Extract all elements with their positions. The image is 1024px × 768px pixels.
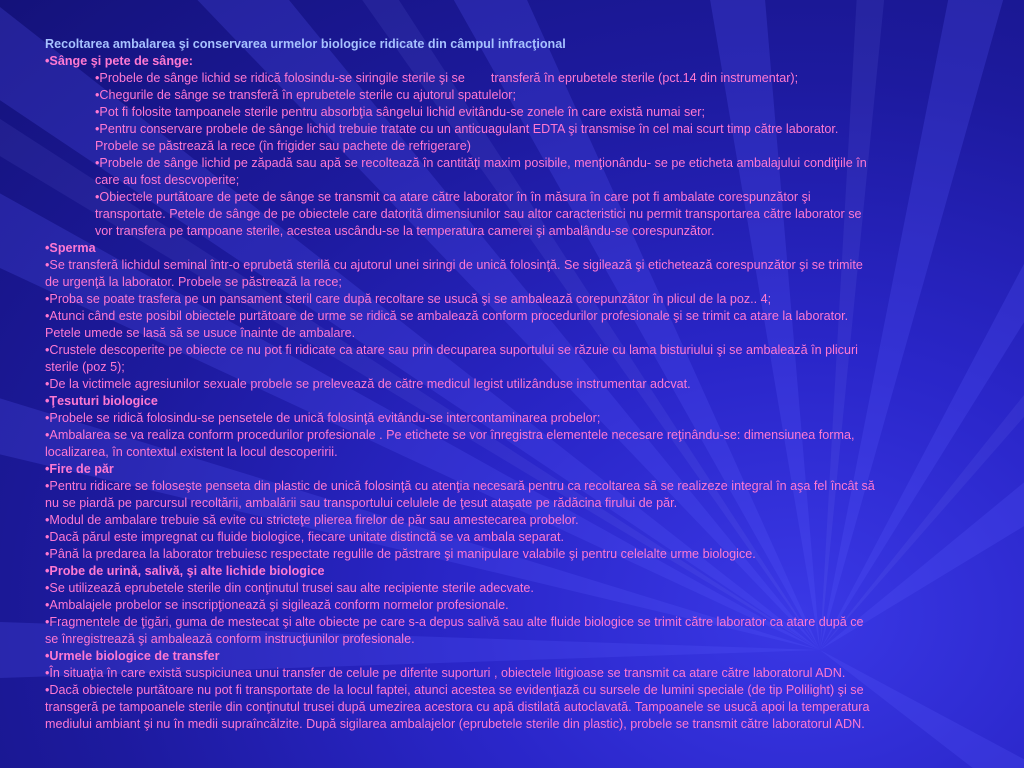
slide-title: Recoltarea ambalarea şi conservarea urmelor biologice ridicate din câmpul infracţional	[45, 37, 566, 51]
heading-par: • Fire de păr	[45, 461, 985, 478]
bullet-transfer-1: • În situaţia în care există suspiciunea unui transfer de celule pe diferite suporturi , obiectele litigioase se transmit ca atare către laboratorul ADN.	[45, 665, 985, 682]
bullet-sange-6-cont2: vor transfera pe tampoane sterile, acestea uscându-se la temperatura camerei şi ambalându-se corespunzător.	[95, 224, 715, 238]
bullet-sperma-2: • Proba se poate trasfera pe un pansament steril care după recoltare se usucă şi se ambalează corepunzător în plicul de la poz.. 4;	[45, 291, 985, 308]
heading-transfer: • Urmele biologice de transfer	[45, 648, 985, 665]
bullet-urina-1: • Se utilizează eprubetele sterile din conţinutul trusei sau alte recipiente sterile adecvate.	[45, 580, 985, 597]
bullet-sperma-1-cont: de urgenţă la laborator. Probele se păstrează la rece;	[45, 275, 342, 289]
bullet-par-1-cont: nu se piardă pe parcursul recoltării, ambalării sau transportului celulele de ţesut ataşate pe rădăcina firului de păr.	[45, 496, 678, 510]
bullet-tesuturi-1: • Probele se ridică folosindu-se pensetele de unică folosinţă evitându-se intercontaminarea probelor;	[45, 410, 985, 427]
bullet-transfer-2: • Dacă obiectele purtătoare nu pot fi transportate de la locul faptei, atunci acestea se evidenţiază cu sursele de lumini speciale (de tip Polilight) şi se	[45, 682, 985, 699]
bullet-sperma-3: • Atunci când este posibil obiectele purtătoare de urme se ridică se ambalează conform procedurilor profesionale şi se trimit ca atare la laborator.	[45, 308, 985, 325]
bullet-sange-6: • Obiectele purtătoare de pete de sânge se transmit ca atare către laborator în în măsura în care pot fi ambalate corespunzător şi	[45, 189, 985, 206]
bullet-sange-2: • Chegurile de sânge se transferă în eprubetele sterile cu ajutorul spatulelor;	[45, 87, 985, 104]
bullet-sperma-3-cont: Petele umede se lasă să se usuce înainte de ambalare.	[45, 326, 356, 340]
slide-content	[45, 36, 985, 733]
bullet-transfer-2-cont2: mediului ambiant şi nu în medii supraîncălzite. După sigilarea ambalajelor (eprubetele sterile din plastic), probele se transmit către laboratorul ADN.	[45, 717, 865, 731]
heading-sperma: • Sperma	[45, 240, 985, 257]
bullet-sange-5: • Probele de sânge lichid pe zăpadă sau apă se recoltează în cantităţi maxim posibile, menţionându- se pe eticheta ambalajului condiţiile în	[45, 155, 985, 172]
bullet-sange-4: • Pentru conservare probele de sânge lichid trebuie tratate cu un anticuagulant EDTA şi transmise în cel mai scurt timp către laborator.	[45, 121, 985, 138]
bullet-urina-3-cont: se înregistrează şi ambalează conform instrucţiunilor profesionale.	[45, 632, 415, 646]
bullet-sperma-1: • Se transferă lichidul seminal într-o eprubetă sterilă cu ajutorul unei siringi de unică folosinţă. Se sigilează şi etichetează corespunzător şi se trimite	[45, 257, 985, 274]
bullet-sperma-5: • De la victimele agresiunilor sexuale probele se prelevează de către medicul legist utilizânduse instrumentar adcvat.	[45, 376, 985, 393]
bullet-par-3: • Dacă părul este impregnat cu fluide biologice, fiecare unitate distinctă se va ambala separat.	[45, 529, 985, 546]
bullet-sange-5-cont: care au fost descvoperite;	[95, 173, 240, 187]
bullet-urina-3: • Fragmentele de ţigări, guma de mestecat şi alte obiecte pe care s-a depus salivă sau alte fluide biologice se trimit către laborator ca atare după ce	[45, 614, 985, 631]
bullet-sperma-4: • Crustele descoperite pe obiecte ce nu pot fi ridicate ca atare sau prin decuparea suportului se răzuie cu lama bisturiului şi se ambalează în plicuri	[45, 342, 985, 359]
bullet-sange-6-cont1: transportate. Petele de sânge de pe obiectele care datorită dimensiunilor sau altor caracteristici nu permit transportarea către laborator se	[95, 207, 862, 221]
bullet-par-1: • Pentru ridicare se foloseşte penseta din plastic de unică folosinţă cu atenţia necesară pentru ca recoltarea să se realizeze integral în aşa fel încât să	[45, 478, 985, 495]
heading-urina: • Probe de urină, salivă, şi alte lichide biologice	[45, 563, 985, 580]
heading-tesuturi: • Ţesuturi biologice	[45, 393, 985, 410]
heading-sange: • Sânge şi pete de sânge:	[45, 53, 985, 70]
bullet-urina-2: • Ambalajele probelor se inscripţionează şi sigilează conform normelor profesionale.	[45, 597, 985, 614]
bullet-sperma-4-cont: sterile (poz 5);	[45, 360, 125, 374]
bullet-sange-3: • Pot fi folosite tampoanele sterile pentru absorbţia sângelui lichid evitându-se zonele în care există numai ser;	[45, 104, 985, 121]
bullet-par-4: • Până la predarea la laborator trebuiesc respectate regulile de păstrare şi manipulare valabile şi pentru celelalte urme biologice.	[45, 546, 985, 563]
bullet-transfer-2-cont1: transgeră pe tampoanele sterile din conţinutul trusei după umezirea acestora cu apă distilată autoclavată. Tampoanele se usucă apoi la temperatura	[45, 700, 870, 714]
bullet-par-2: • Modul de ambalare trebuie să evite cu stricteţe plierea firelor de păr sau amestecarea probelor.	[45, 512, 985, 529]
bullet-sange-4-cont: Probele se păstrează la rece (în frigider sau pachete de refrigerare)	[95, 139, 471, 153]
bullet-tesuturi-2-cont: localizarea, în contextul existent la locul descoperirii.	[45, 445, 338, 459]
bullet-tesuturi-2: • Ambalarea se va realiza conform procedurilor profesionale . Pe etichete se vor înregistra elementele necesare reţinându-se: dimensiunea forma,	[45, 427, 985, 444]
bullet-sange-1: • Probele de sânge lichid se ridică folosindu-se siringile sterile şi se transferă în eprubetele sterile (pct.14 din instrumentar);	[45, 70, 985, 87]
